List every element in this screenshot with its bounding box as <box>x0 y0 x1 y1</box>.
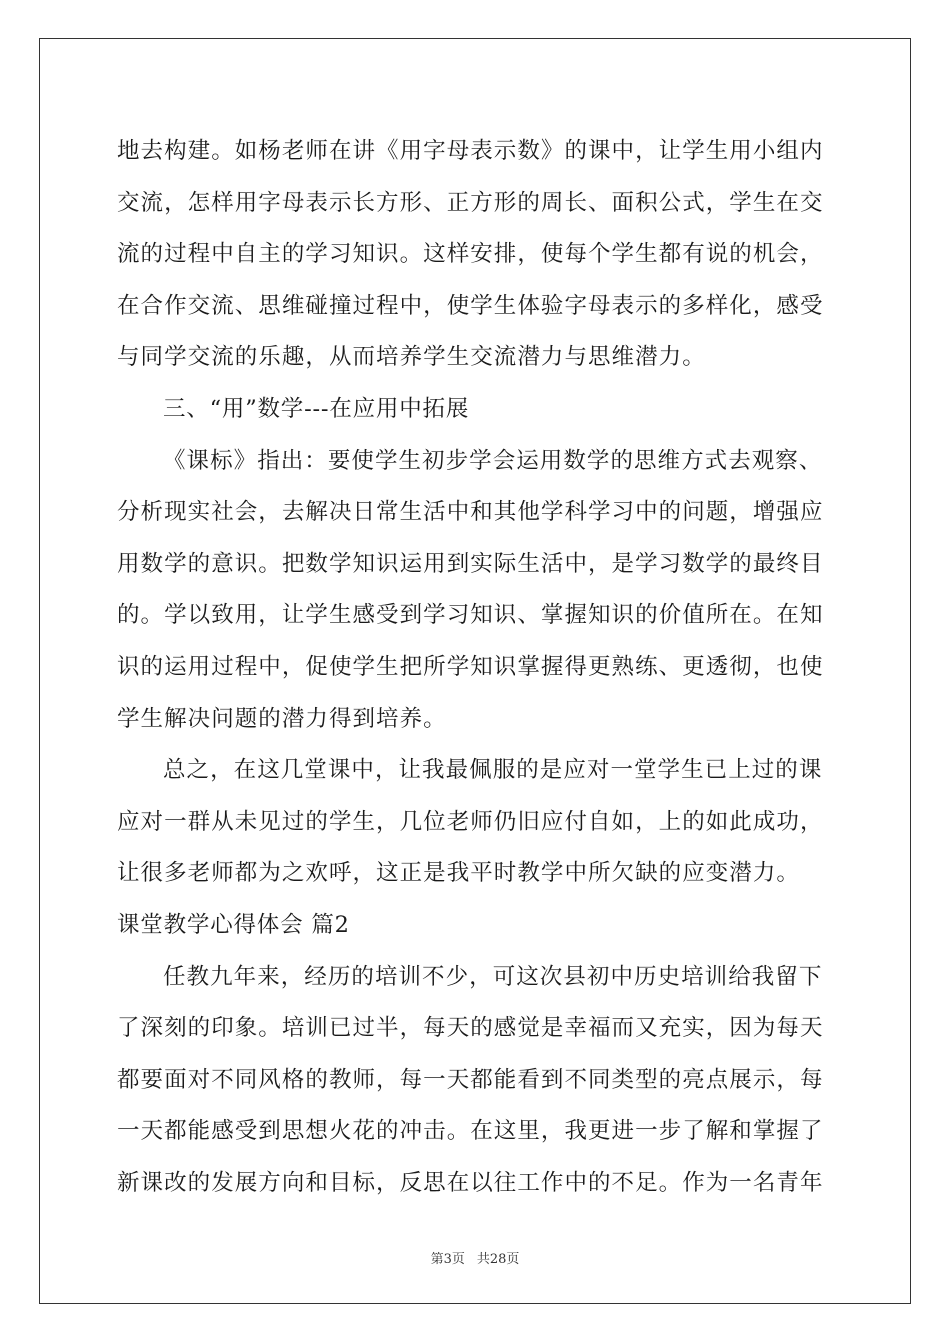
article-title: 课堂教学心得体会 篇2 <box>117 911 350 938</box>
text-line: 交流，怎样用字母表示长方形、正方形的周长、面积公式，学生在交 <box>117 189 824 216</box>
page-total: 共28页 <box>476 1252 520 1267</box>
text-line: 用数学的意识。把数学知识运用到实际生活中，是学习数学的最终目 <box>117 550 824 577</box>
text-line: 流的过程中自主的学习知识。这样安排，使每个学生都有说的机会， <box>117 241 824 268</box>
text-line: 都要面对不同风格的教师，每一天都能看到不同类型的亮点展示，每 <box>117 1066 824 1093</box>
text-line: 识的运用过程中，促使学生把所学知识掌握得更熟练、更透彻，也使 <box>117 653 824 680</box>
text-line: 在合作交流、思维碰撞过程中，使学生体验字母表示的多样化，感受 <box>117 292 824 319</box>
text-line: 新课改的发展方向和目标，反思在以往工作中的不足。作为一名青年 <box>117 1169 824 1196</box>
page-footer <box>0 1248 950 1267</box>
text-line: 的。学以致用，让学生感受到学习知识、掌握知识的价值所在。在知 <box>117 602 824 629</box>
text-line: 地去构建。如杨老师在讲《用字母表示数》的课中，让学生用小组内 <box>117 138 824 164</box>
page-number: 第3页 <box>430 1252 465 1267</box>
document-body <box>117 126 837 1209</box>
text-line: 应对一群从未见过的学生，几位老师仍旧应付自如，上的如此成功， <box>117 808 824 835</box>
section-heading: 三、“用”数学---在应用中拓展 <box>163 395 470 422</box>
text-line: 《课标》指出：要使学生初步学会运用数学的思维方式去观察、 <box>163 447 823 474</box>
text-line: 了深刻的印象。培训已过半，每天的感觉是幸福而又充实，因为每天 <box>117 1015 824 1042</box>
text-line: 一天都能感受到思想火花的冲击。在这里，我更进一步了解和掌握了 <box>117 1118 824 1145</box>
text-line: 任教九年来，经历的培训不少，可这次县初中历史培训给我留下 <box>163 963 823 990</box>
text-line: 与同学交流的乐趣，从而培养学生交流潜力与思维潜力。 <box>117 344 706 371</box>
text-line: 分析现实社会，去解决日常生活中和其他学科学习中的问题，增强应 <box>117 499 824 526</box>
text-line: 让很多老师都为之欢呼，这正是我平时教学中所欠缺的应变潜力。 <box>117 860 800 887</box>
text-line: 学生解决问题的潜力得到培养。 <box>117 705 447 732</box>
text-line: 总之，在这几堂课中，让我最佩服的是应对一堂学生已上过的课 <box>163 757 823 784</box>
